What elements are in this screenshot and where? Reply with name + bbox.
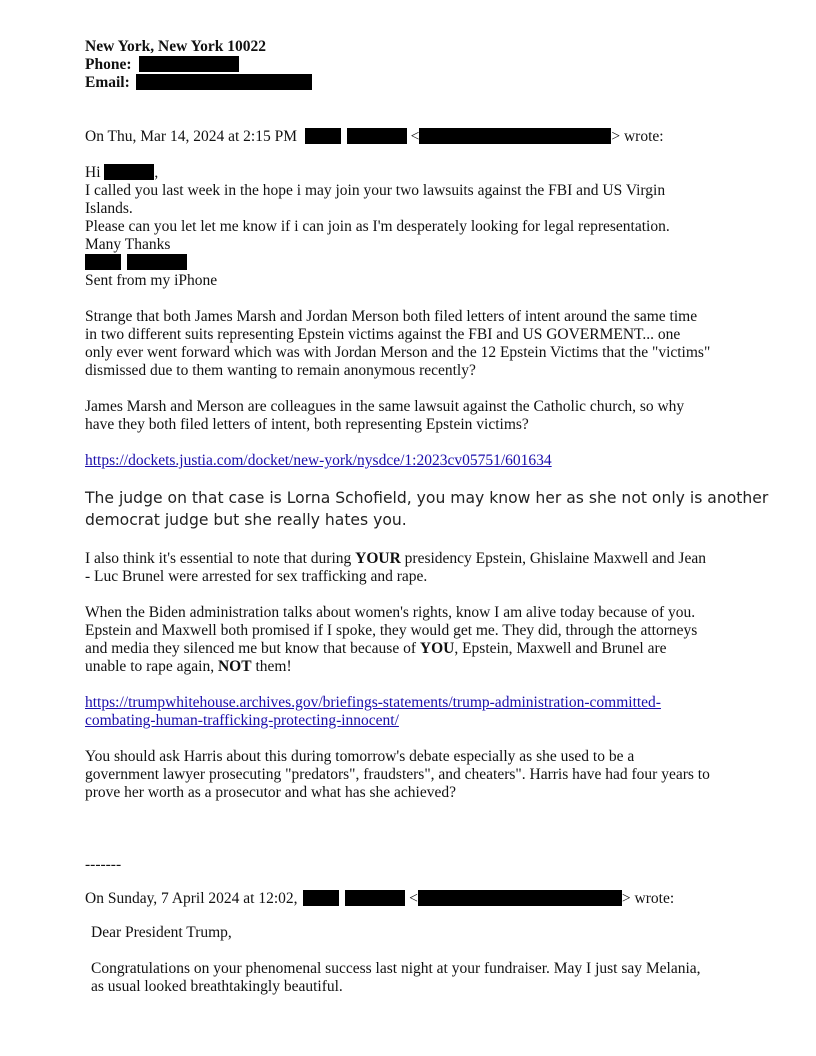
biden-text: them! [251,658,292,675]
phone-label: Phone: [85,56,132,73]
strange-paragraph-line: Strange that both James Marsh and Jordan Merson both filed letters of intent around the same time [85,308,698,325]
thread1-greeting [85,164,158,182]
redacted-sig-first [85,254,121,270]
biden-paragraph-line: When the Biden administration talks about women's rights, know I am alive today because of you. [85,604,696,621]
salutation: Dear President Trump, [91,924,232,941]
sent-from: Sent from my iPhone [85,272,218,289]
presidency-paragraph-line: - Luc Brunel were arrested for sex trafficking and rape. [85,568,428,585]
redacted-sig-last [127,254,187,270]
redacted-signature-name [85,254,187,272]
biden-text: , Epstein, Maxwell and Brunel are [454,640,667,657]
whitehouse-link[interactable]: combating-human-trafficking-protecting-innocent/ [85,712,399,729]
thread1-lt: < [410,128,420,145]
redacted-first-name [303,890,339,906]
thread2-body-line: Congratulations on your phenomenal success last night at your fundraiser. May I just say Melania, [91,960,701,977]
strange-paragraph-line: in two different suits representing Epstein victims against the FBI and US GOVERMENT... one [85,326,681,343]
thread1-header [85,128,664,146]
thread1-wrote: > wrote: [611,128,664,145]
thread1-body-line: I called you last week in the hope i may join your two lawsuits against the FBI and US Virgin [85,182,666,199]
judge-paragraph-line: democrat judge but she really hates you. [85,511,407,529]
biden-paragraph-line [85,640,667,658]
presidency-text: presidency Epstein, Ghislaine Maxwell and Jean [400,550,706,567]
redacted-last-name [347,128,407,144]
emphasis-not: NOT [217,658,252,675]
strange-paragraph-line: dismissed due to them wanting to remain anonymous recently? [85,362,476,379]
thread1-body-line: Islands. [85,200,133,217]
presidency-paragraph-line [85,550,706,568]
biden-paragraph-line [85,658,292,676]
redacted-sender-email [418,890,622,906]
thread2-header [85,890,674,908]
biden-paragraph-line: Epstein and Maxwell both promised if I spoke, they would get me. They did, through the attorneys [85,622,698,639]
greeting-comma: , [154,164,159,181]
redacted-sender-email [419,128,611,144]
address-line: New York, New York 10022 [85,38,266,55]
thread2-wrote: > wrote: [621,890,675,907]
colleagues-paragraph-line: have they both filed letters of intent, both representing Epstein victims? [85,416,529,433]
thread2-body-line: as usual looked breathtakingly beautiful. [91,978,343,995]
separator: ------- [85,856,122,873]
whitehouse-link[interactable]: https://trumpwhitehouse.archives.gov/briefings-statements/trump-administration-committed- [85,694,661,711]
thread2-date: On Sunday, 7 April 2024 at 12:02, [85,890,298,907]
biden-text: and media they silenced me but know that because of [85,640,420,657]
strange-paragraph-line: only ever went forward which was with Jordan Merson and the 12 Epstein Victims that the "victims" [85,344,711,361]
redacted-first-name [305,128,341,144]
biden-text: unable to rape again, [85,658,218,675]
emphasis-you: YOU [419,640,455,657]
thread2-lt: < [409,890,418,907]
email-line [85,74,312,92]
greeting-word: Hi [85,164,101,181]
justia-docket-link[interactable]: https://dockets.justia.com/docket/new-york/nysdce/1:2023cv05751/601634 [85,452,552,469]
colleagues-paragraph-line: James Marsh and Merson are colleagues in the same lawsuit against the Catholic church, so why [85,398,685,415]
harris-paragraph-line: prove her worth as a prosecutor and what has she achieved? [85,784,456,801]
redacted-email [136,74,312,90]
redacted-recipient-name [104,164,154,180]
thread1-date: On Thu, Mar 14, 2024 at 2:15 PM [85,128,297,145]
harris-paragraph-line: You should ask Harris about this during tomorrow's debate especially as she used to be a [85,748,635,765]
redacted-phone [139,56,239,72]
emphasis-your: YOUR [355,550,401,567]
phone-line [85,56,239,74]
email-label: Email: [85,74,130,91]
redacted-last-name [345,890,405,906]
harris-paragraph-line: government lawyer prosecuting "predators", fraudsters", and cheaters". Harris have had four years to [85,766,710,783]
thread1-body-line: Many Thanks [85,236,171,253]
thread1-body-line: Please can you let let me know if i can join as I'm desperately looking for legal representation. [85,218,670,235]
judge-paragraph-line: The judge on that case is Lorna Schofield, you may know her as she not only is another [85,489,769,507]
presidency-text: I also think it's essential to note that during [85,550,356,567]
